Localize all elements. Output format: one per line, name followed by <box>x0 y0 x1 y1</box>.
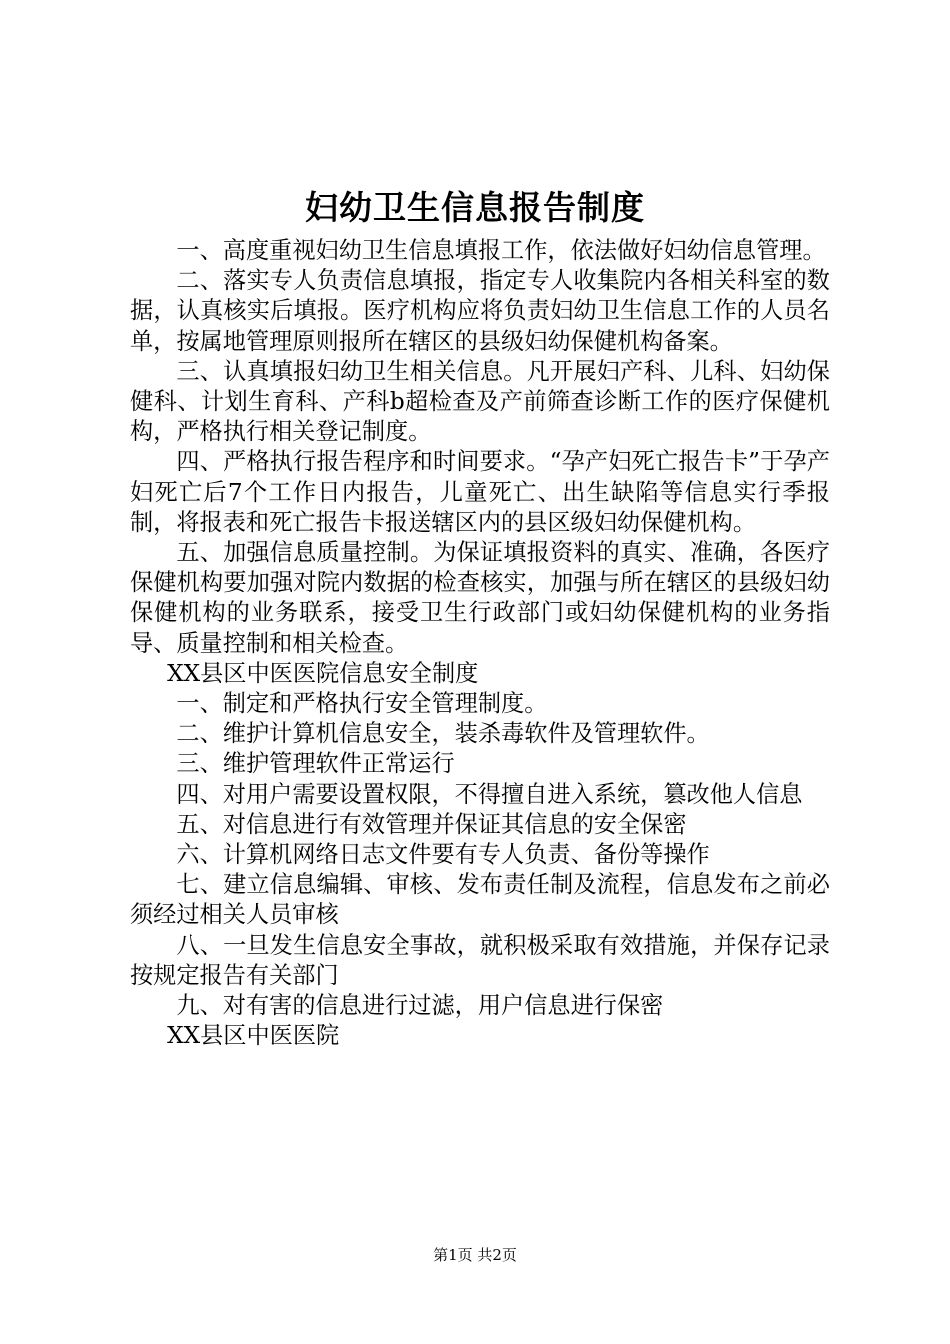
document-title: 妇幼卫生信息报告制度 <box>305 188 645 227</box>
document-body <box>130 236 830 1051</box>
paragraph: 三、维护管理软件正常运行 <box>176 750 455 778</box>
paragraph: 三、认真填报妇幼卫生相关信息。凡开展妇产科、儿科、妇幼保健科、计划生育科、产科b超检查及产前筛查诊断工作的医疗保健机构，严格执行相关登记制度。 <box>130 357 830 446</box>
page-number: 第1页 共2页 <box>433 1246 517 1264</box>
paragraph: 二、落实专人负责信息填报，指定专人收集院内各相关科室的数据，认真核实后填报。医疗机构应将负责妇幼卫生信息工作的人员名单，按属地管理原则报所在辖区的县级妇幼保健机构备案。 <box>130 267 830 355</box>
paragraph: 五、对信息进行有效管理并保证其信息的安全保密 <box>176 810 687 838</box>
paragraph: 一、制定和严格执行安全管理制度。 <box>176 690 548 718</box>
paragraph: 四、对用户需要设置权限，不得擅自进入系统，篡改他人信息 <box>176 780 803 808</box>
section-heading: XX县区中医医院信息安全制度 <box>167 659 479 687</box>
paragraph: 七、建立信息编辑、审核、发布责任制及流程，信息发布之前必须经过相关人员审核 <box>130 871 830 929</box>
paragraph: 六、计算机网络日志文件要有专人负责、备份等操作 <box>176 841 710 869</box>
paragraph: 二、维护计算机信息安全，装杀毒软件及管理软件。 <box>176 720 710 748</box>
paragraph: 四、严格执行报告程序和时间要求。“孕产妇死亡报告卡”于孕产妇死亡后7个工作日内报告，儿童死亡、出生缺陷等信息实行季报制，将报表和死亡报告卡报送辖区内的县区级妇幼保健机构。 <box>130 448 830 536</box>
paragraph: 八、一旦发生信息安全事故，就积极采取有效措施，并保存记录按规定报告有关部门 <box>130 931 830 989</box>
paragraph: 五、加强信息质量控制。为保证填报资料的真实、准确，各医疗保健机构要加强对院内数据的检查核实，加强与所在辖区的县级妇幼保健机构的业务联系，接受卫生行政部门或妇幼保健机构的业务指导、质量控制和相关检查。 <box>130 539 830 657</box>
paragraph: 一、高度重视妇幼卫生信息填报工作，依法做好妇幼信息管理。 <box>176 237 826 264</box>
paragraph: 九、对有害的信息进行过滤，用户信息进行保密 <box>176 992 664 1020</box>
signature-line: XX县区中医医院 <box>167 1022 340 1050</box>
